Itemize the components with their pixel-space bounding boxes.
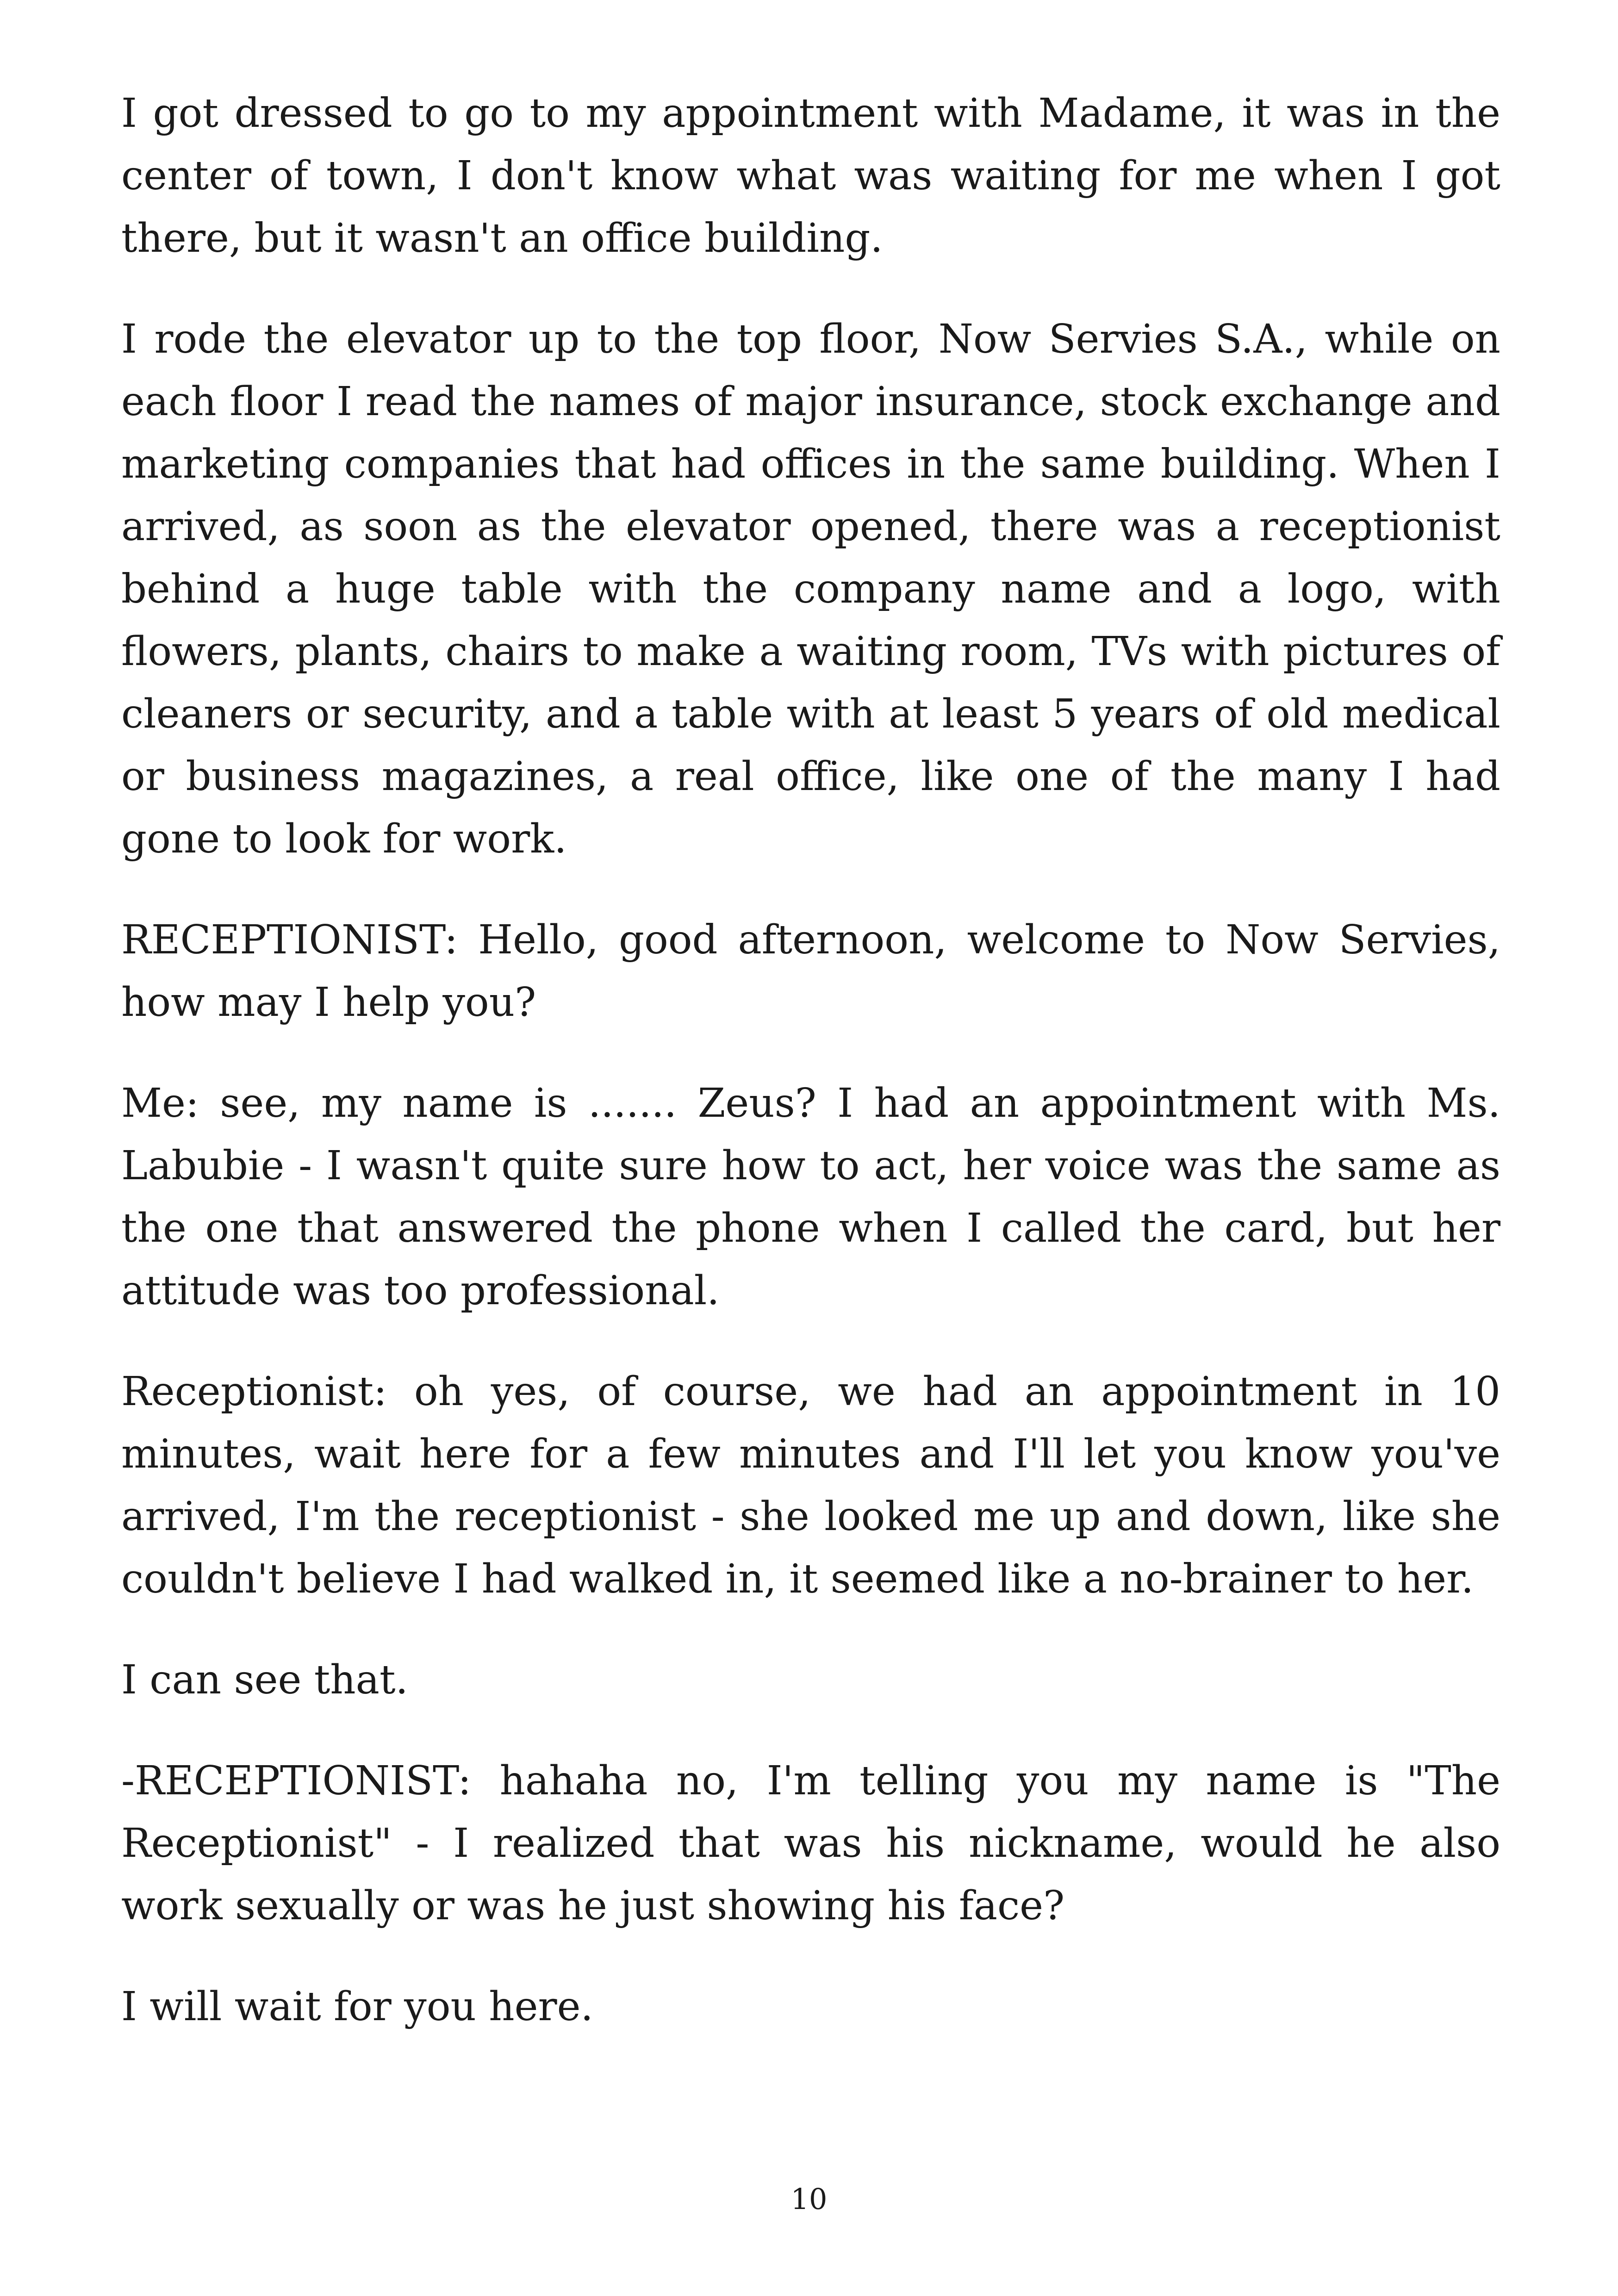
paragraph: Me: see, my name is ....... Zeus? I had an appointment with Ms. Labubie - I wasn't quite sure how to act, her voice was the same as the one that answered the phone when I called the card, but her attitude was too professional. (121, 1080, 1500, 1314)
body-text (121, 82, 1500, 2077)
paragraph: -RECEPTIONIST: hahaha no, I'm telling you my name is "The Receptionist" - I realized that was his nickname, would he also work sexually or was he just showing his face? (121, 1758, 1500, 1929)
paragraph: I rode the elevator up to the top floor, Now Servies S.A., while on each floor I read the names of major insurance, stock exchange and marketing companies that had offices in the same building. When I arrived, as soon as the elevator opened, there was a receptionist behind a huge table with the company name and a logo, with flowers, plants, chairs to make a waiting room, TVs with pictures of cleaners or security, and a table with at least 5 years of old medical or business magazines, a real office, like one of the many I had gone to look for work. (121, 316, 1500, 862)
paragraph: I can see that. (121, 1657, 408, 1703)
paragraph: RECEPTIONIST: Hello, good afternoon, welcome to Now Servies, how may I help you? (121, 917, 1500, 1026)
paragraph: I will wait for you here. (121, 1984, 593, 2030)
paragraph: Receptionist: oh yes, of course, we had an appointment in 10 minutes, wait here for a few minutes and I'll let you know you've arrived, I'm the receptionist - she looked me up and down, like she couldn't believe I had walked in, it seemed like a no-brainer to her. (121, 1369, 1500, 1602)
paragraph: I got dressed to go to my appointment with Madame, it was in the center of town, I don't know what was waiting for me when I got there, but it wasn't an office building. (121, 90, 1500, 261)
page-number: 10 (790, 2182, 828, 2216)
